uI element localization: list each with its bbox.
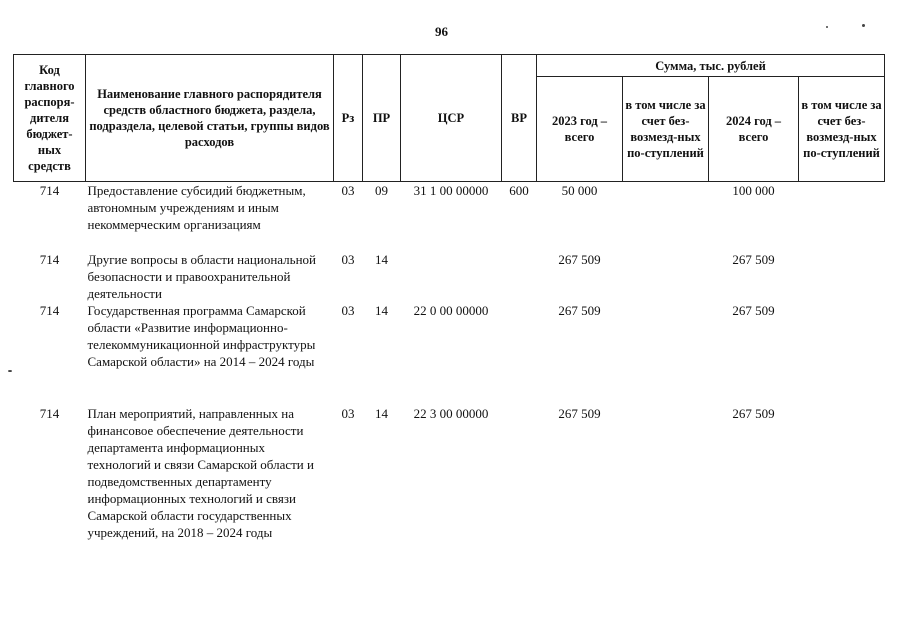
row-vr <box>502 251 537 302</box>
header-2024-free: в том числе за счет без-возмезд-ных по-ступлений <box>799 77 885 182</box>
table-row <box>14 302 885 405</box>
table-header <box>14 55 885 182</box>
row-2023-total: 267 509 <box>558 405 601 421</box>
row-name: Предоставление субсидий бюджетным, автономным учреждениям и иным некоммерческим организациям <box>87 183 306 232</box>
row-rz: 03 <box>341 183 355 198</box>
budget-table <box>13 54 885 575</box>
row-name: План мероприятий, направленных на финансовое обеспечение деятельности департамента информационных технологий и связи Самарской области и подведомственных департаменту информационных технологий и связи Самарской области государственных учреждений, на 2018 – 2024 годы <box>87 405 314 540</box>
row-name: Государственная программа Самарской области «Развитие информационно-телекоммуникационной инфраструктуры Самарской области» на 2014 – 2024 годы <box>87 302 316 369</box>
row-code: 714 <box>39 251 60 267</box>
header-2023-free: в том числе за счет без-возмезд-ных по-ступлений <box>623 77 709 182</box>
header-2023-total: 2023 год – всего <box>537 77 623 182</box>
row-2023-total: 50 000 <box>561 183 598 198</box>
row-name: Другие вопросы в области национальной безопасности и правоохранительной деятельности <box>87 251 316 301</box>
row-code: 714 <box>39 405 60 421</box>
table-body <box>14 182 885 575</box>
row-rz: 03 <box>341 251 355 267</box>
row-2024-total: 100 000 <box>732 183 775 198</box>
row-vr: 600 <box>509 183 529 198</box>
row-csr: 22 0 00 00000 <box>413 302 489 318</box>
row-csr <box>401 251 502 302</box>
row-2023-total: 267 509 <box>558 251 601 267</box>
row-2024-total: 267 509 <box>732 405 775 421</box>
row-vr <box>502 405 537 575</box>
row-pr: 14 <box>375 405 388 421</box>
table-row <box>14 405 885 575</box>
row-code: 714 <box>39 302 60 318</box>
row-2024-free <box>799 251 885 302</box>
row-2023-free <box>623 251 709 302</box>
scan-speck <box>8 370 12 372</box>
scan-speck <box>826 26 828 28</box>
row-pr: 14 <box>375 251 388 267</box>
header-rz: Рз <box>334 55 363 182</box>
row-csr: 22 3 00 00000 <box>413 405 489 421</box>
row-rz: 03 <box>341 302 355 318</box>
row-2023-total: 267 509 <box>558 302 601 318</box>
table-row <box>14 182 885 251</box>
header-vr: ВР <box>502 55 537 182</box>
row-code: 714 <box>39 183 60 198</box>
row-2024-free <box>799 302 885 405</box>
row-pr: 09 <box>375 183 388 198</box>
row-2023-free <box>623 182 709 251</box>
row-2024-total: 267 509 <box>732 251 775 267</box>
header-sum: Сумма, тыс. рублей <box>537 55 885 77</box>
table-row <box>14 251 885 302</box>
page-number: 96 <box>435 24 448 39</box>
row-vr <box>502 302 537 405</box>
row-2024-free <box>799 182 885 251</box>
header-code: Код главного распоря-дителя бюджет-ных средств <box>14 55 86 182</box>
scan-speck <box>862 24 865 27</box>
header-2024-total: 2024 год – всего <box>709 77 799 182</box>
row-pr: 14 <box>375 302 388 318</box>
header-name: Наименование главного распорядителя средств областного бюджета, раздела, подраздела, целевой статьи, группы видов расходов <box>86 55 334 182</box>
row-2023-free <box>623 405 709 575</box>
row-2024-free <box>799 405 885 575</box>
row-csr: 31 1 00 00000 <box>413 183 489 198</box>
row-2024-total: 267 509 <box>732 302 775 318</box>
row-2023-free <box>623 302 709 405</box>
row-rz: 03 <box>341 405 355 421</box>
header-pr: ПР <box>363 55 401 182</box>
header-csr: ЦСР <box>401 55 502 182</box>
